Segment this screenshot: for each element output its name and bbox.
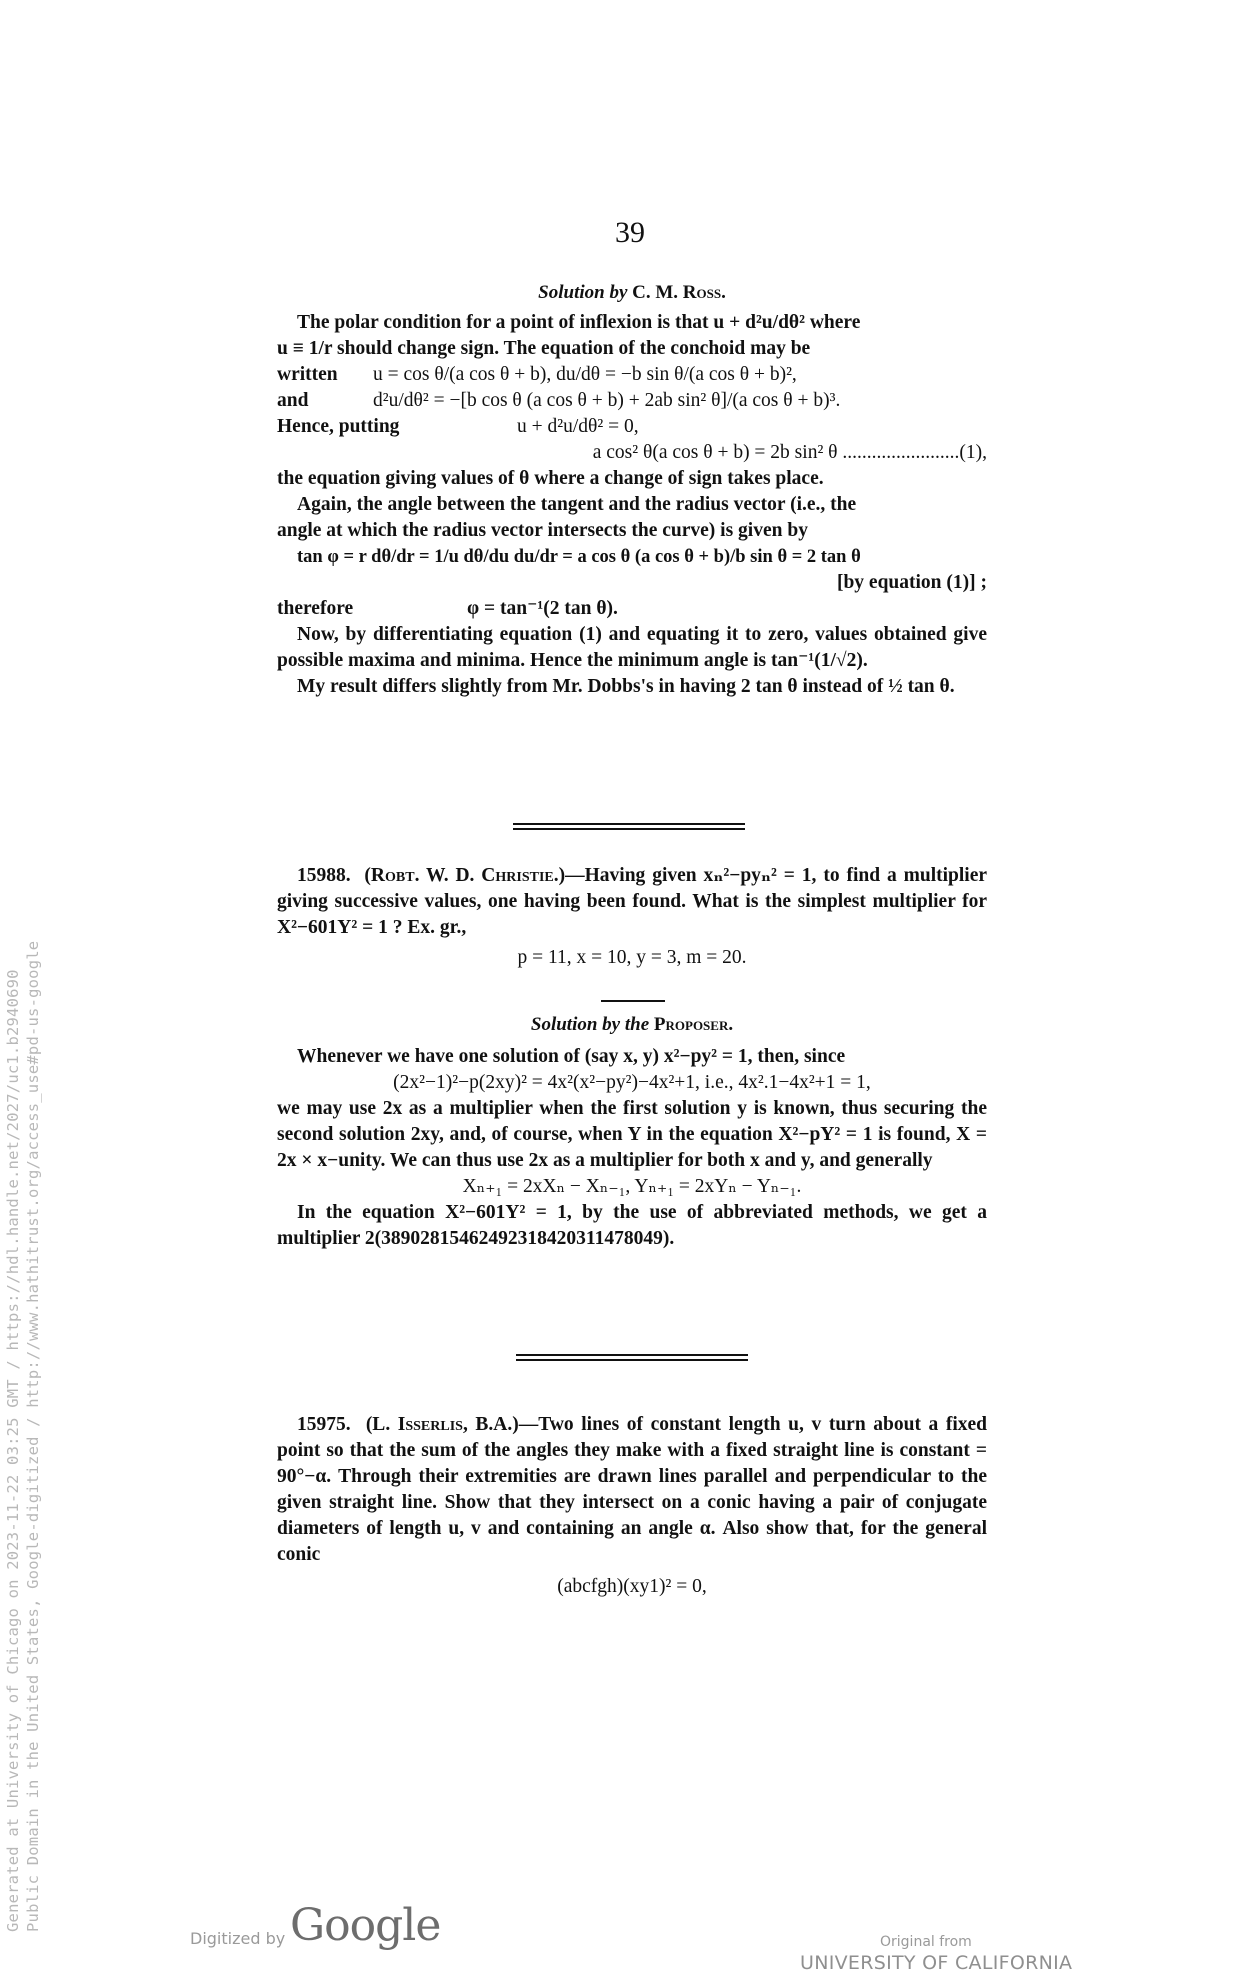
text-line: therefore φ = tan⁻¹(2 tan θ). bbox=[277, 598, 618, 619]
paragraph: we may use 2x as a multiplier when the first solution y is known, thus securing the second solution 2xy, and, of course, when Y in the equation X²−pY² = 1 is found, X = 2x × x−unity. We can thus use 2x as a multiplier for both x and y, and generally bbox=[277, 1098, 987, 1171]
equation: (2x²−1)²−p(2xy)² = 4x²(x²−py²)−4x²+1, i.e., 4x².1−4x²+1 = 1, bbox=[393, 1072, 871, 1093]
problem-author: (L. Isserlis, B.A.) bbox=[365, 1414, 519, 1435]
double-rule-divider bbox=[516, 1354, 748, 1361]
problem-15988 bbox=[277, 863, 987, 971]
google-logo: Google bbox=[290, 1900, 441, 1951]
text-line: and d²u/dθ² = −[b cos θ (a cos θ + b) + 2ab sin² θ]/(a cos θ + b)³. bbox=[277, 390, 841, 411]
problem-number: 15988. bbox=[297, 865, 351, 886]
solution-heading: Solution by C. M. Ross. bbox=[538, 282, 726, 303]
paragraph: In the equation X²−601Y² = 1, by the use of abbreviated methods, we get a multiplier 2(38902815462492318420311478049). bbox=[277, 1202, 987, 1249]
text-line: [by equation (1)] ; bbox=[836, 572, 987, 593]
text-line: u ≡ 1/r should change sign. The equation of the conchoid may be bbox=[277, 338, 811, 359]
text-line: Hence, putting u + d²u/dθ² = 0, bbox=[277, 416, 639, 437]
double-rule-divider bbox=[513, 823, 745, 830]
tan-phi-equation: tan φ = r dθ/dr = 1/u dθ/du du/dr = a cos θ (a cos θ + b)/b sin θ = 2 tan θ bbox=[297, 547, 861, 567]
page-number: 39 bbox=[615, 216, 645, 249]
paragraph: Now, by differentiating equation (1) and equating it to zero, values obtained give possible maxima and minima. Hence the minimum angle is tan⁻¹(1/√2). bbox=[277, 624, 987, 671]
solution-heading: Solution by the Proposer. bbox=[530, 1014, 734, 1035]
solution-ross bbox=[277, 280, 987, 700]
paragraph: My result differs slightly from Mr. Dobbs's in having 2 tan θ instead of ½ tan θ. bbox=[297, 676, 955, 697]
digitized-by-label: Digitized by bbox=[190, 1929, 286, 1948]
problem-statement: 15975. (L. Isserlis, B.A.)—Two lines of constant length u, v turn about a fixed point so that the sum of the angles they make with a fixed straight line is constant = 90°−α. Through their extremities are drawn lines parallel and perpendicular to the given straight line. Show that they intersect on a conic having a pair of conjugate diameters of length u, v and containing an angle α. Also show that, for the general conic bbox=[277, 1414, 988, 1565]
text-line: written u = cos θ/(a cos θ + b), du/dθ = −b sin θ/(a cos θ + b)², bbox=[277, 364, 797, 385]
watermark-line-2: Public Domain in the United States, Google-digitized / http://www.hathitrust.org/access_use#pd-us-google bbox=[24, 940, 42, 1932]
text-line: the equation giving values of θ where a change of sign takes place. bbox=[277, 468, 824, 489]
original-from-label: Original from bbox=[880, 1934, 972, 1950]
conic-equation: (abcfgh)(xy1)² = 0, bbox=[557, 1576, 707, 1597]
example-values: p = 11, x = 10, y = 3, m = 20. bbox=[517, 947, 747, 968]
text-line: angle at which the radius vector intersects the curve) is given by bbox=[277, 520, 808, 541]
watermark-line-1: Generated at University of Chicago on 2023-11-22 03:25 GMT / https://hdl.handle.net/2027/uc1.b2940690 bbox=[4, 969, 22, 1932]
problem-author: (Robt. W. D. Christie.) bbox=[364, 865, 566, 886]
equation-1: a cos² θ(a cos θ + b) = 2b sin² θ ........................(1), bbox=[592, 442, 987, 463]
problem-15975 bbox=[277, 1412, 987, 1600]
recurrence-equation: Xₙ₊₁ = 2xXₙ − Xₙ₋₁, Yₙ₊₁ = 2xYₙ − Yₙ₋₁. bbox=[462, 1176, 802, 1197]
short-rule-divider bbox=[601, 1000, 665, 1002]
problem-statement: 15988. (Robt. W. D. Christie.)—Having given xₙ²−pyₙ² = 1, to find a multiplier giving successive values, one having been found. What is the simplest multiplier for X²−601Y² = 1 ? Ex. gr., bbox=[277, 865, 988, 938]
text-line: Again, the angle between the tangent and the radius vector (i.e., the bbox=[297, 494, 857, 515]
institution-label: UNIVERSITY OF CALIFORNIA bbox=[800, 1952, 1073, 1974]
solution-proposer bbox=[277, 1012, 987, 1252]
text-line: The polar condition for a point of inflexion is that u + d²u/dθ² where bbox=[297, 312, 861, 333]
problem-number: 15975. bbox=[297, 1414, 351, 1435]
text-line: Whenever we have one solution of (say x, y) x²−py² = 1, then, since bbox=[297, 1046, 846, 1067]
